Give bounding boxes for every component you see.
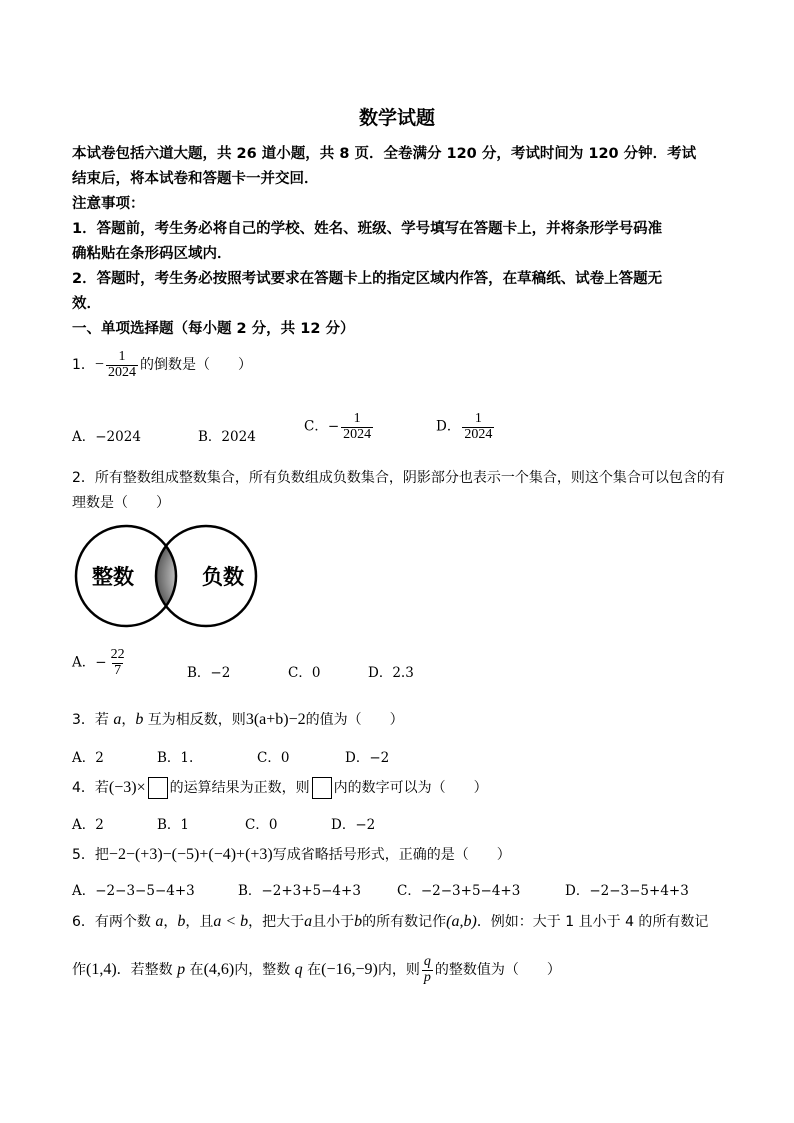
question-text: 内，则 <box>377 962 420 979</box>
question-2-line-1: 2．所有整数组成整数集合，所有负数组成负数集合，阴影部分也表示一个集合，则这个集合可以包含的有 <box>72 470 725 486</box>
q1-option-a: A．−2024 <box>72 429 141 445</box>
question-text: ，把大于 <box>248 914 305 930</box>
variable-b: b <box>354 913 363 930</box>
interval-notation: (1,4) <box>86 961 117 979</box>
notice-heading: 注意事项： <box>72 196 145 212</box>
interval-notation: (a,b) <box>446 913 477 930</box>
q4-option-d: D．−2 <box>331 817 376 833</box>
fraction <box>109 648 127 678</box>
notice-item-2-line-1: 2．答题时，考生务必按照考试要求在答题卡上的指定区域内作答，在草稿纸、试卷上答题无 <box>72 271 663 287</box>
question-text: 6．有两个数 <box>72 914 156 930</box>
question-text: 作 <box>72 962 86 979</box>
fraction-numerator: 22 <box>110 647 125 662</box>
q1-option-b: B．2024 <box>198 429 256 445</box>
fraction-denominator: 2024 <box>343 426 372 442</box>
notice-item-2-line-2: 效． <box>72 296 101 312</box>
question-text: 4．若 <box>72 780 109 796</box>
interval-notation: (4,6) <box>203 961 235 979</box>
question-text: 内，整数 <box>234 962 295 979</box>
q4-option-a: A．2 <box>72 817 104 833</box>
q2-option-c: C．0 <box>288 665 321 681</box>
variable-p: p <box>177 961 186 979</box>
q4-option-c: C．0 <box>245 817 278 833</box>
q2-option-a <box>72 648 129 678</box>
question-5 <box>72 844 511 864</box>
question-text: 3．若 <box>72 712 114 728</box>
q5-option-c: C．−2−3+5−4+3 <box>397 883 521 899</box>
variable-b: b <box>177 913 186 930</box>
fraction-denominator: p <box>423 969 431 985</box>
option-label: C．− <box>304 418 340 435</box>
fraction-numerator: 1 <box>118 349 126 364</box>
fraction-denominator: 7 <box>114 662 122 678</box>
question-text: ．若整数 <box>116 962 178 979</box>
notice-item-1-line-2: 确粘贴在条形码区域内． <box>72 246 232 262</box>
question-3 <box>72 709 404 729</box>
blank-box <box>312 777 332 799</box>
question-text: 5．把 <box>72 847 109 863</box>
minus-sign: − <box>94 356 104 374</box>
question-text: 内的数字可以为（ ） <box>333 780 488 796</box>
venn-diagram <box>72 522 262 632</box>
q2-option-d: D．2.3 <box>368 665 414 681</box>
fraction-denominator: 2024 <box>107 364 136 380</box>
fraction-numerator: 1 <box>474 411 482 426</box>
q5-option-d: D．−2−3−5+4+3 <box>565 883 689 899</box>
q3-option-b: B．1. <box>157 750 194 766</box>
page-title: 数学试题 <box>358 107 435 129</box>
expression: −2−(+3)−(−5)+(−4)+(+3) <box>108 846 273 863</box>
question-2-line-2: 理数是（ ） <box>72 495 170 511</box>
question-text: 的运算结果为正数，则 <box>169 780 310 796</box>
intro-line-2: 结束后，将本试卷和答题卡一并交回． <box>72 171 319 187</box>
q1-option-c <box>304 412 375 442</box>
option-label: A．− <box>72 654 107 671</box>
question-text: 的倒数是（ ） <box>139 357 252 374</box>
question-text: 的整数值为（ ） <box>434 962 561 979</box>
expression: (−3)× <box>108 779 146 796</box>
variable-b: b <box>135 711 144 728</box>
question-6-line-2 <box>72 955 561 985</box>
variable-a: a <box>155 913 164 930</box>
separator: ， <box>121 712 136 728</box>
option-label: D． <box>436 418 461 435</box>
q3-option-c: C．0 <box>257 750 290 766</box>
variable-q: q <box>294 961 303 979</box>
question-text: 的值为（ ） <box>305 712 404 728</box>
question-4 <box>72 777 488 799</box>
variable-a: a <box>113 711 122 728</box>
fraction-denominator: 2024 <box>464 426 493 442</box>
q5-option-b: B．−2+3+5−4+3 <box>238 883 361 899</box>
question-text: 互为相反数，则 <box>143 712 246 728</box>
expression: 3(a+b)−2 <box>245 711 306 728</box>
question-text: 且小于 <box>312 914 355 930</box>
separator: ， <box>163 914 178 930</box>
q2-option-b: B．−2 <box>187 665 231 681</box>
condition: a < b <box>213 913 249 930</box>
interval-notation: (−16,−9) <box>321 961 378 979</box>
question-1 <box>72 350 252 380</box>
question-number: 1． <box>72 357 95 374</box>
fraction <box>422 955 433 985</box>
question-6-line-1 <box>72 911 708 931</box>
section-1-heading: 一、单项选择题（每小题 2 分，共 12 分） <box>72 321 355 337</box>
q4-option-b: B．1 <box>157 817 190 833</box>
notice-item-1-line-1: 1．答题前，考生务必将自己的学校、姓名、班级、学号填写在答题卡上，并将条形学号码准 <box>72 221 663 237</box>
fraction <box>106 350 138 380</box>
question-text: 写成省略括号形式，正确的是（ ） <box>272 847 511 863</box>
fraction <box>341 412 373 442</box>
question-text: 在 <box>185 962 204 979</box>
question-text: 的所有数记作 <box>362 914 447 930</box>
q3-option-d: D．−2 <box>345 750 390 766</box>
q1-option-d <box>436 412 496 442</box>
intro-line-1: 本试卷包括六道大题，共 26 道小题，共 8 页．全卷满分 120 分，考试时间为 120 分钟．考试 <box>72 146 697 162</box>
fraction-numerator: q <box>423 954 431 969</box>
negative-set-label: 负数 <box>202 565 244 589</box>
fraction-numerator: 1 <box>353 411 361 426</box>
blank-box <box>148 777 168 799</box>
integer-set-label: 整数 <box>92 565 134 589</box>
question-text: ．例如：大于 1 且小于 4 的所有数记 <box>476 914 709 930</box>
question-text: 在 <box>302 962 322 979</box>
q3-option-a: A．2 <box>72 750 104 766</box>
question-text: ，且 <box>185 914 214 930</box>
q5-option-a: A．−2−3−5−4+3 <box>72 883 195 899</box>
fraction <box>462 412 494 442</box>
variable-a: a <box>304 913 313 930</box>
